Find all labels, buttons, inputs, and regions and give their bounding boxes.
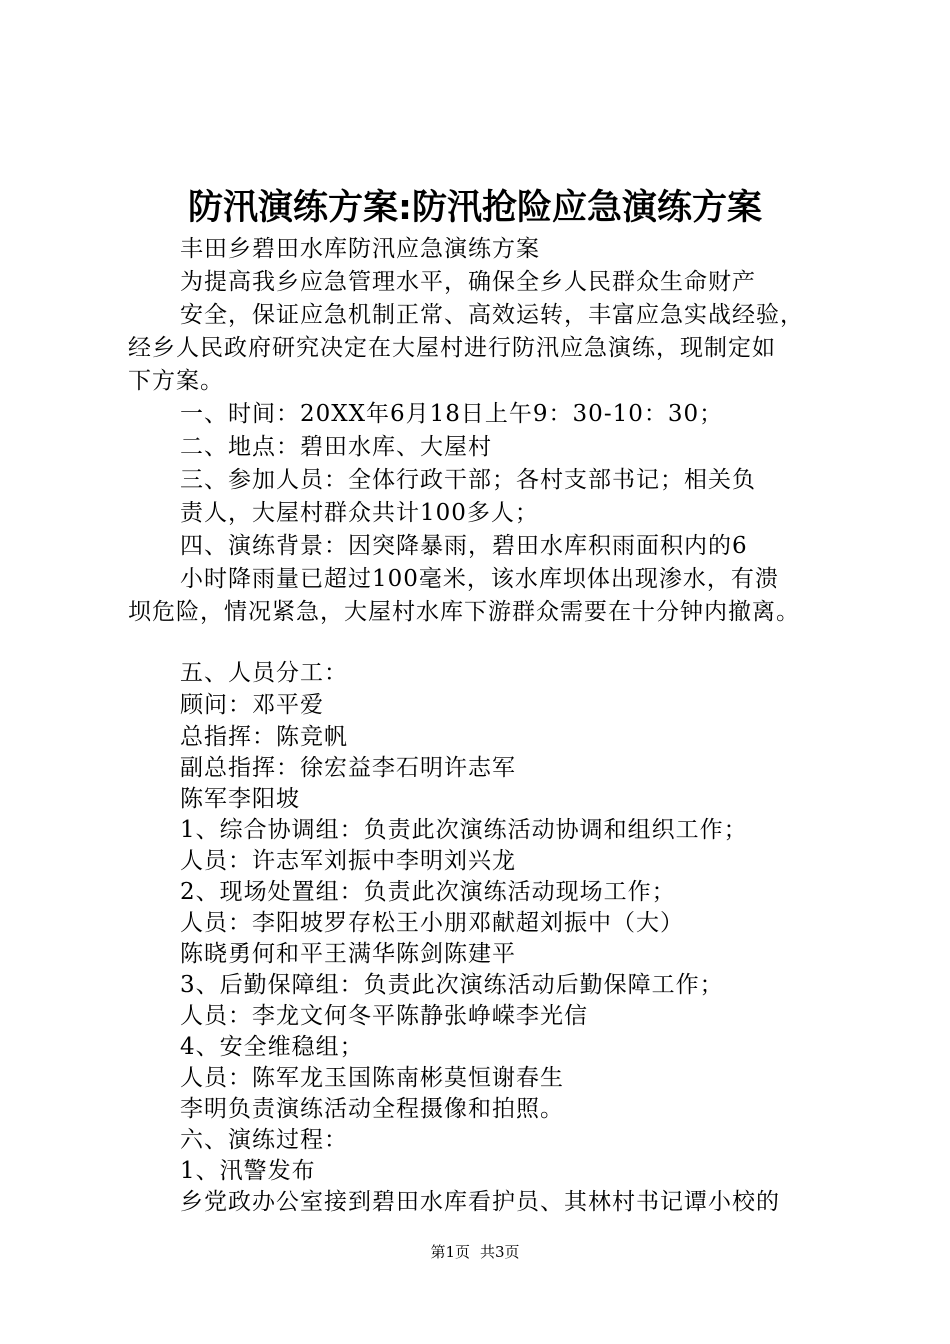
page-total: 共3页: [480, 1243, 520, 1261]
paragraph-line: 人员：陈军龙玉国陈南彬莫恒谢春生: [180, 1065, 564, 1091]
paragraph-line: 经乡人民政府研究决定在大屋村进行防汛应急演练，现制定如: [128, 335, 776, 361]
paragraph-line: 六、演练过程：: [180, 1127, 348, 1153]
paragraph-line: 五、人员分工：: [180, 660, 348, 686]
paragraph-line: 总指挥：陈竞帆: [180, 724, 348, 750]
paragraph-line: 三、参加人员：全体行政干部；各村支部书记；相关负: [180, 467, 756, 493]
document-title: 防汛演练方案:防汛抢险应急演练方案: [188, 188, 762, 228]
paragraph-line: 安全，保证应急机制正常、高效运转，丰富应急实战经验，: [180, 302, 804, 328]
paragraph-line: 一、时间：20XX年6月18日上午9：30-10：30；: [180, 401, 724, 427]
page-number: 第1页: [430, 1243, 470, 1261]
paragraph-line: 小时降雨量已超过100毫米，该水库坝体出现渗水，有溃: [180, 566, 779, 592]
paragraph-line: 李明负责演练活动全程摄像和拍照。: [180, 1096, 564, 1122]
paragraph-line: 下方案。: [128, 368, 224, 394]
paragraph-line: 4、安全维稳组；: [180, 1034, 364, 1060]
paragraph-line: 顾问：邓平爱: [180, 692, 324, 718]
paragraph-line: 责人，大屋村群众共计100多人；: [180, 500, 539, 526]
paragraph-line: 陈晓勇何和平王满华陈剑陈建平: [180, 941, 516, 967]
paragraph-line: 丰田乡碧田水库防汛应急演练方案: [180, 236, 540, 262]
paragraph-line: 人员：李阳坡罗存松王小朋邓献超刘振中（大）: [180, 910, 684, 936]
paragraph-line: 二、地点：碧田水库、大屋村: [180, 434, 492, 460]
paragraph-line: 2、现场处置组：负责此次演练活动现场工作；: [180, 879, 676, 905]
paragraph-line: 为提高我乡应急管理水平，确保全乡人民群众生命财产: [180, 269, 756, 295]
paragraph-line: 四、演练背景：因突降暴雨，碧田水库积雨面积内的6: [180, 533, 748, 559]
paragraph-line: 3、后勤保障组：负责此次演练活动后勤保障工作；: [180, 972, 724, 998]
paragraph-line: 陈军李阳坡: [180, 786, 300, 812]
page-footer: [0, 1242, 950, 1262]
paragraph-line: 人员：李龙文何冬平陈静张峥嵘李光信: [180, 1003, 588, 1029]
paragraph-line: 坝危险，情况紧急，大屋村水库下游群众需要在十分钟内撤离。: [128, 599, 800, 625]
paragraph-line: 乡党政办公室接到碧田水库看护员、其林村书记谭小校的: [180, 1189, 780, 1215]
paragraph-line: 1、综合协调组：负责此次演练活动协调和组织工作；: [180, 817, 748, 843]
paragraph-line: 1、汛警发布: [180, 1158, 316, 1184]
paragraph-line: 副总指挥：徐宏益李石明许志军: [180, 755, 516, 781]
paragraph-line: 人员：许志军刘振中李明刘兴龙: [180, 848, 516, 874]
